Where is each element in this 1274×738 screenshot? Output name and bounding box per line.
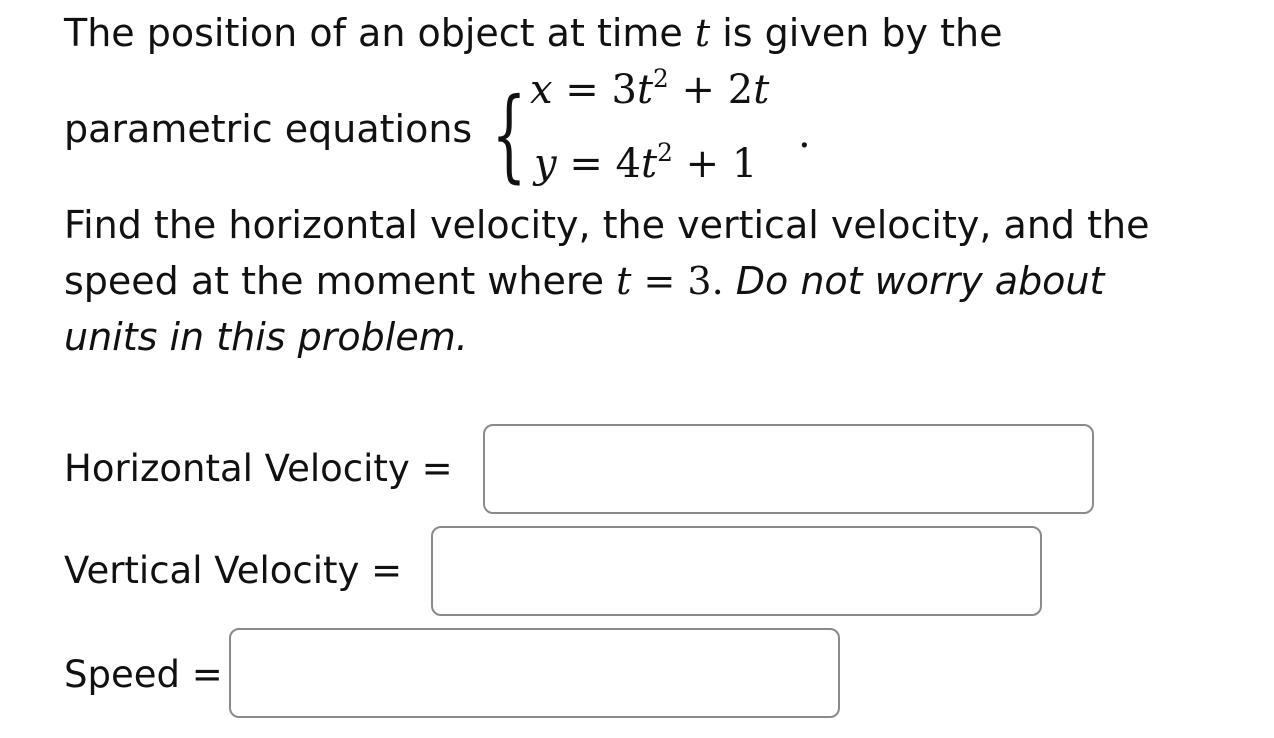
equation-y-rhs: = $4t^2 + 1$ <box>569 137 758 187</box>
equation-x <box>530 63 770 114</box>
equation-y <box>534 137 758 188</box>
horizontal-velocity-label: Horizontal Velocity = <box>64 447 453 490</box>
problem-line-4-italic: Do not worry about <box>723 259 1105 303</box>
speed-label: Speed = <box>64 653 223 696</box>
problem-line-2-label: parametric equations <box>64 107 473 151</box>
horizontal-velocity-input[interactable] <box>483 424 1094 514</box>
problem-line-1 <box>64 10 1002 56</box>
equation-x-rhs: = $3t^2 + 2t$ <box>565 63 770 113</box>
time-variable: t <box>694 11 711 55</box>
equation-period: . <box>798 111 811 157</box>
speed-input[interactable] <box>229 628 840 718</box>
problem-line-4 <box>64 258 1104 304</box>
equation-y-variable: y <box>534 141 557 187</box>
vertical-velocity-input[interactable] <box>431 526 1042 616</box>
problem-line-3: Find the horizontal velocity, the vertical velocity, and the <box>64 203 1150 247</box>
problem-line-5: units in this problem. <box>64 315 468 359</box>
problem-line-4-prefix: speed at the moment where <box>64 259 617 303</box>
equation-x-variable: x <box>530 67 553 113</box>
vertical-velocity-label: Vertical Velocity = <box>64 549 403 592</box>
problem-line-1-suffix: is given by the <box>710 11 1003 55</box>
left-brace: { <box>491 76 527 193</box>
problem-line-1-prefix: The position of an object at time <box>64 11 695 55</box>
problem-line-4-math: t = 3. <box>616 259 724 303</box>
